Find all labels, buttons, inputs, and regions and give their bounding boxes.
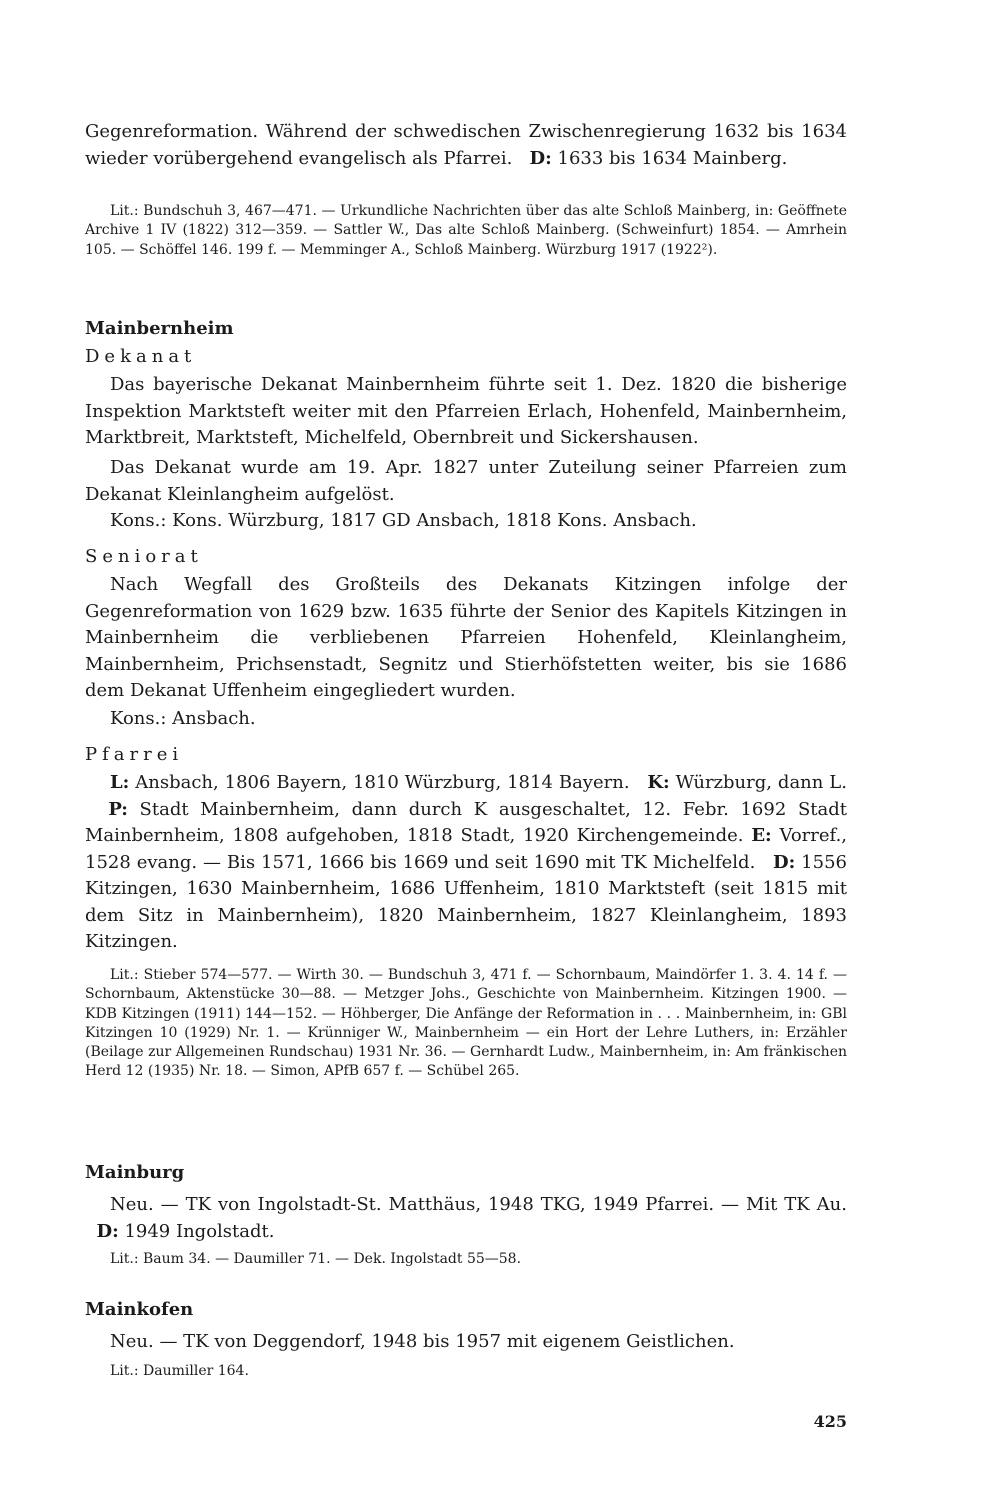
- entry-title-mainbernheim: Mainbernheim: [85, 318, 234, 339]
- p-text: Stadt Mainbernheim, dann durch K ausgeschaltet, 12. Febr. 1692 Stadt Mainbernheim, 1808 aufgehoben, 1818 Stadt, 1920 Kirchengemeinde.: [85, 798, 847, 846]
- k-text: Würzburg, dann L.: [675, 772, 847, 793]
- seniorat-paragraph: Nach Wegfall des Großteils des Dekanats Kitzingen infolge der Gegenreformation von 1629 bzw. 1635 führte der Senior des Kapitels Kitzingen in Mainbernheim die verbliebenen Pfarreien Hohenfeld, Kleinlangheim, Mainbernheim, Prichsenstadt, Segnitz und Stierhöfstetten weiter, bis sie 1686 dem Dekanat Uffenheim eingegliedert wurden.: [85, 574, 847, 701]
- mainburg-paragraph: [85, 1192, 847, 1245]
- dekanat-paragraph-2: Das Dekanat wurde am 19. Apr. 1827 unter Zuteilung seiner Pfarreien zum Dekanat Kleinlangheim aufgelöst.: [85, 457, 847, 505]
- continuation-paragraph: [85, 119, 847, 172]
- p-label: P:: [108, 798, 128, 820]
- l-label: L:: [110, 772, 130, 793]
- d-text: 1949 Ingolstadt.: [124, 1220, 275, 1242]
- literature-note: Lit.: Stieber 574—577. — Wirth 30. — Bundschuh 3, 471 f. — Schornbaum, Maindörfer 1. 3. 4. 14 f. — Schornbaum, Aktenstücke 30—88. — Metzger Johs., Geschichte von Mainbernheim. Kitzingen 1900. — KDB Kitzingen (1911) 144—152. — Höhberger, Die Anfänge der Reformation in . . . Mainbernheim, in: GBl Kitzingen 10 (1929) Nr. 1. — Krünniger W., Mainbernheim — ein Hort der Lehre Luthers, in: Erzähler (Beilage zur Allgemeinen Rundschau) 1931 Nr. 36. — Gernhardt Ludw., Mainbernheim, in: Am fränkischen Herd 12 (1935) Nr. 18. — Simon, APfB 657 f. — Schübel 265.: [85, 967, 847, 1080]
- seniorat-kons: Kons.: Ansbach.: [110, 708, 256, 729]
- entry-title-mainkofen: Mainkofen: [85, 1299, 194, 1320]
- k-label: K:: [647, 772, 670, 793]
- d-label: D:: [529, 147, 552, 169]
- l-text: Ansbach, 1806 Bayern, 1810 Würzburg, 1814 Bayern.: [135, 772, 630, 793]
- e-text: Vorref., 1528 evang. — Bis 1571, 1666 bis 1669 und seit 1690 mit TK Michelfeld.: [85, 825, 848, 873]
- dekanat-kons: Kons.: Kons. Würzburg, 1817 GD Ansbach, 1818 Kons. Ansbach.: [110, 510, 697, 531]
- mainkofen-paragraph: Neu. — TK von Deggendorf, 1948 bis 1957 mit eigenem Geistlichen.: [110, 1331, 735, 1352]
- continuation-text: Gegenreformation. Während der schwedischen Zwischenregierung 1632 bis 1634 wieder vorübergehend evangelisch als Pfarrei.: [85, 121, 847, 169]
- page-number: 425: [813, 1412, 847, 1431]
- literature-note: Lit.: Bundschuh 3, 467—471. — Urkundliche Nachrichten über das alte Schloß Mainberg, in: Geöffnete Archive 1 IV (1822) 312—359. — Sattler W., Das alte Schloß Mainberg. (Schweinfurt) 1854. — Amrhein 105. — Schöffel 146. 199 f. — Memminger A., Schloß Mainberg. Würzburg 1917 (1922²).: [85, 203, 847, 258]
- d-label: D:: [773, 851, 796, 873]
- d-text: 1633 bis 1634 Mainberg.: [557, 147, 788, 169]
- dekanat-paragraph-1: Das bayerische Dekanat Mainbernheim führte seit 1. Dez. 1820 die bisherige Inspektion Marktsteft weiter mit den Pfarreien Erlach, Hohenfeld, Mainbernheim, Marktbreit, Marktsteft, Michelfeld, Obernbreit und Sickershausen.: [85, 374, 847, 448]
- subheading-dekanat: Dekanat: [85, 346, 197, 367]
- subheading-seniorat: Seniorat: [85, 546, 203, 567]
- subheading-pfarrei: Pfarrei: [85, 744, 184, 765]
- entry-title-mainburg: Mainburg: [85, 1162, 185, 1183]
- e-label: E:: [751, 825, 772, 846]
- pfarrei-paragraph: [85, 770, 847, 956]
- d-label: D:: [96, 1220, 119, 1242]
- literature-note: Lit.: Baum 34. — Daumiller 71. — Dek. Ingolstadt 55—58.: [110, 1251, 522, 1267]
- literature-note: Lit.: Daumiller 164.: [110, 1363, 249, 1379]
- d-text: 1556 Kitzingen, 1630 Mainbernheim, 1686 Uffenheim, 1810 Marktsteft (seit 1815 mit dem Sitz in Mainbernheim), 1820 Mainbernheim, 1827 Kleinlangheim, 1893 Kitzingen.: [85, 851, 847, 952]
- mainburg-text: Neu. — TK von Ingolstadt-St. Matthäus, 1948 TKG, 1949 Pfarrei. — Mit TK Au.: [110, 1194, 847, 1215]
